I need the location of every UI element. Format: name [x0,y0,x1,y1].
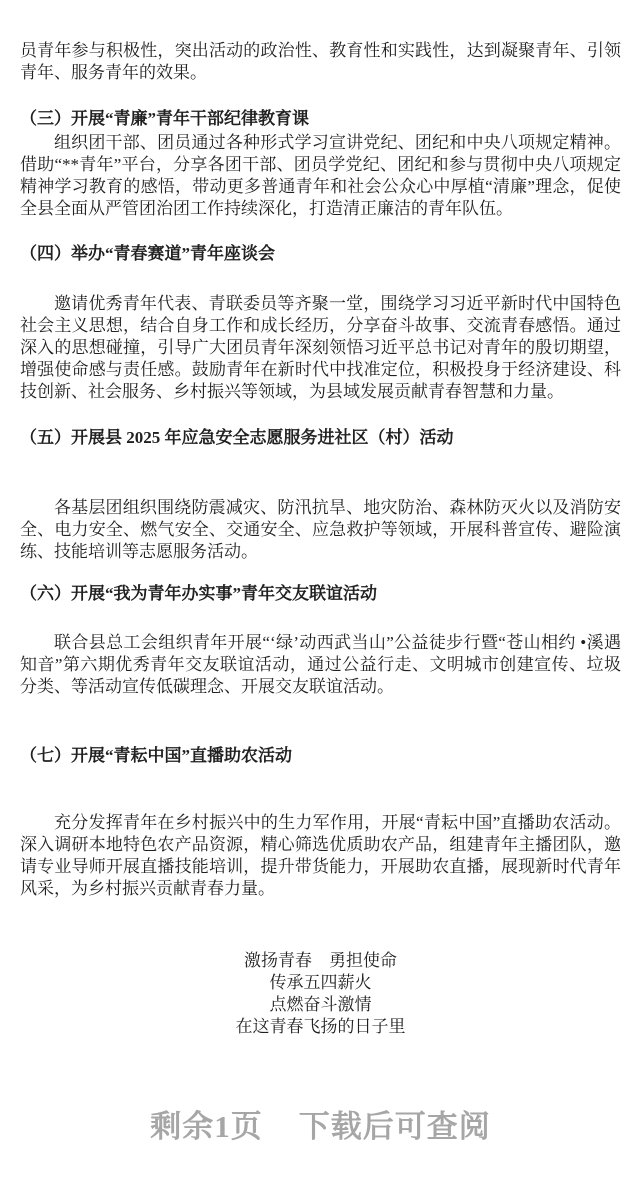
paragraph-continuation: 员青年参与积极性，突出活动的政治性、教育性和实践性，达到凝聚青年、引领青年、服务青年的效果。 [20,41,621,82]
remaining-pages-label: 剩余1页 [150,1109,263,1144]
section-heading-6: （六）开展“我为青年办实事”青年交友联谊活动 [20,584,377,603]
section-body-3: 组织团干部、团员通过各种形式学习宣讲党纪、团纪和中央八项规定精神。借助“**青年”平台，分享各团干部、团员学党纪、团纪和参与贯彻中央八项规定精神学习教育的感悟，带动更多普通青年和社会公众心中厚植“清廉”理念，促使全县全面从严管团治团工作持续深化，打造清正廉洁的青年队伍。 [20,133,621,218]
section-heading-5: （五）开展县 2025 年应急安全志愿服务进社区（村）活动 [20,428,454,447]
closing-line-4: 在这青春飞扬的日子里 [235,1017,406,1036]
closing-line-2: 传承五四薪火 [269,973,372,992]
section-heading-7: （七）开展“青耘中国”直播助农活动 [20,746,292,765]
download-hint-label: 下载后可查阅 [298,1109,491,1144]
download-banner [20,1107,621,1147]
section-body-6: 联合县总工会组织青年开展“‘绿’动西武当山”公益徒步行暨“苍山相约 •溪遇知音”第六期优秀青年交友联谊活动，通过公益行走、文明城市创建宣传、垃圾分类、等活动宣传低碳理念、开展交友联谊活动。 [20,633,621,696]
closing-line-3: 点燃奋斗激情 [269,995,372,1014]
closing-line-1: 激扬青春 勇担使命 [244,951,397,970]
section-body-5: 各基层团组织围绕防震减灾、防汛抗旱、地灾防治、森林防灭火以及消防安全、电力安全、燃气安全、交通安全、应急救护等领域，开展科普宣传、避险演练、技能培训等志愿服务活动。 [20,498,621,561]
section-body-4: 邀请优秀青年代表、青联委员等齐聚一堂，围绕学习习近平新时代中国特色社会主义思想，结合自身工作和成长经历，分享奋斗故事、交流青春感悟。通过深入的思想碰撞，引导广大团员青年深刻领悟习近平总书记对青年的殷切期望，增强使命感与责任感。鼓励青年在新时代中找准定位，积极投身于经济建设、科技创新、社会服务、乡村振兴等领域，为县域发展贡献青春智慧和力量。 [20,294,621,401]
section-body-7: 充分发挥青年在乡村振兴中的生力军作用，开展“青耘中国”直播助农活动。深入调研本地特色农产品资源，精心筛选优质助农产品，组建青年主播团队，邀请专业导师开展直播技能培训，提升带货能力，开展助农直播，展现新时代青年风采，为乡村振兴贡献青春力量。 [20,813,621,898]
closing-slogan-block [20,950,621,1038]
section-heading-4: （四）举办“青春赛道”青年座谈会 [20,244,275,263]
section-heading-3: （三）开展“青廉”青年干部纪律教育课 [20,109,309,128]
